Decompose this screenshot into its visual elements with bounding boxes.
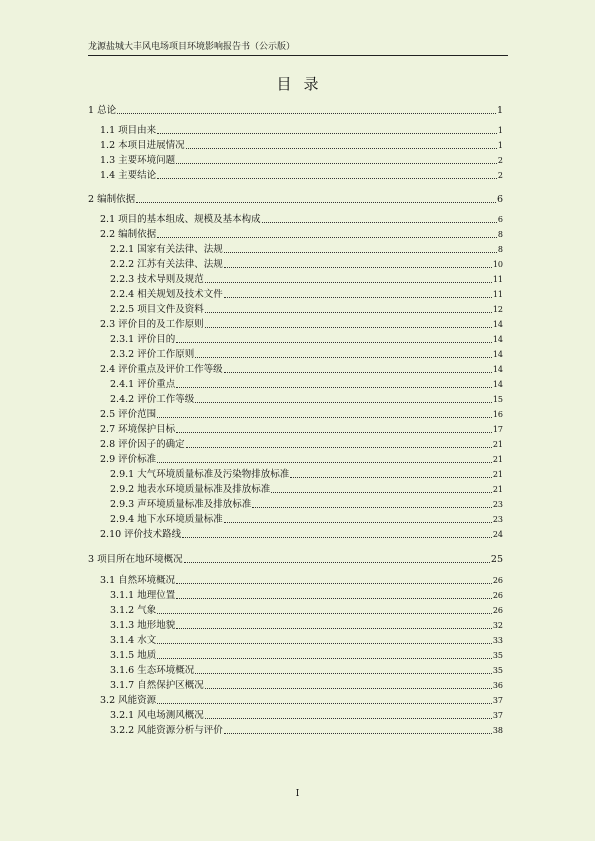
toc-leader-dots bbox=[224, 296, 492, 298]
toc-entry-page: 23 bbox=[492, 515, 503, 524]
toc-entry-label: 3.1.3 地形地貌 bbox=[110, 620, 176, 631]
toc-leader-dots bbox=[176, 386, 492, 388]
toc-entry-page: 21 bbox=[492, 485, 503, 494]
toc-entry-page: 24 bbox=[492, 530, 503, 539]
toc-entry-label: 2.2.5 项目文件及资料 bbox=[110, 304, 204, 315]
toc-entry-page: 11 bbox=[492, 275, 503, 284]
toc-leader-dots bbox=[205, 281, 492, 283]
toc-entry-label: 3.1.7 自然保护区概况 bbox=[110, 680, 204, 691]
toc-entry-label: 2.7 环境保护目标 bbox=[100, 424, 176, 435]
toc-entry[interactable] bbox=[88, 272, 503, 287]
toc-entry-label: 2.4 评价重点及评价工作等级 bbox=[100, 364, 223, 375]
toc-leader-dots bbox=[271, 491, 492, 493]
toc-leader-dots bbox=[176, 162, 497, 164]
toc-entry[interactable] bbox=[88, 407, 503, 422]
toc-leader-dots bbox=[224, 521, 492, 523]
toc-entry-page: 1 bbox=[497, 126, 503, 135]
toc-entry-label: 2.3.1 评价目的 bbox=[110, 334, 176, 345]
toc-entry[interactable] bbox=[88, 618, 503, 633]
toc-entry[interactable] bbox=[88, 512, 503, 527]
toc-entry-label: 3.2.1 风电场测风概况 bbox=[110, 710, 204, 721]
toc-leader-dots bbox=[290, 476, 492, 478]
page-title: 目录 bbox=[276, 75, 331, 93]
toc-entry-label: 2.4.2 评价工作等级 bbox=[110, 394, 195, 405]
toc-leader-dots bbox=[252, 506, 492, 508]
toc-entry-page: 11 bbox=[492, 290, 503, 299]
toc-leader-dots bbox=[205, 687, 492, 689]
toc-entry-page: 37 bbox=[492, 696, 503, 705]
toc-leader-dots bbox=[182, 536, 492, 538]
toc-entry[interactable] bbox=[88, 392, 503, 407]
toc-entry[interactable] bbox=[88, 708, 503, 723]
toc-leader-dots bbox=[176, 582, 492, 584]
toc-leader-dots bbox=[205, 326, 492, 328]
toc-entry-label: 2.9 评价标准 bbox=[100, 454, 157, 465]
toc-leader-dots bbox=[176, 597, 492, 599]
toc-entry-page: 14 bbox=[492, 335, 503, 344]
toc-entry-label: 3.2.2 风能资源分析与评价 bbox=[110, 725, 223, 736]
toc-entry[interactable] bbox=[88, 552, 503, 567]
toc-entry[interactable] bbox=[88, 302, 503, 317]
toc-entry-label: 2.2.2 江苏有关法律、法规 bbox=[110, 259, 223, 270]
toc-entry-label: 1 总论 bbox=[88, 105, 117, 116]
toc-entry-page: 38 bbox=[492, 726, 503, 735]
toc-entry[interactable] bbox=[88, 317, 503, 332]
toc-entry[interactable] bbox=[88, 192, 503, 207]
toc-leader-dots bbox=[157, 702, 492, 704]
toc-leader-dots bbox=[195, 401, 492, 403]
toc-entry-label: 2.8 评价因子的确定 bbox=[100, 439, 185, 450]
toc-entry[interactable] bbox=[88, 332, 503, 347]
toc-entry-label: 3 项目所在地环境概况 bbox=[88, 554, 183, 565]
toc-entry-label: 3.1.1 地理位置 bbox=[110, 590, 176, 601]
toc-entry-label: 3.1.6 生态环境概况 bbox=[110, 665, 195, 676]
toc-entry-page: 14 bbox=[492, 320, 503, 329]
toc-entry-label: 1.1 项目由来 bbox=[100, 125, 157, 136]
toc-entry-page: 2 bbox=[497, 171, 503, 180]
toc-leader-dots bbox=[157, 642, 492, 644]
toc-leader-dots bbox=[176, 627, 492, 629]
toc-entry-page: 23 bbox=[492, 500, 503, 509]
toc-entry[interactable] bbox=[88, 138, 503, 153]
toc-entry-label: 2.2 编制依据 bbox=[100, 229, 157, 240]
toc-entry[interactable] bbox=[88, 497, 503, 512]
toc-entry-label: 2.9.1 大气环境质量标准及污染物排放标准 bbox=[110, 469, 290, 480]
toc-leader-dots bbox=[184, 561, 490, 563]
toc-entry-label: 2.9.2 地表水环境质量标准及排放标准 bbox=[110, 484, 271, 495]
toc-leader-dots bbox=[176, 431, 492, 433]
toc-entry[interactable] bbox=[88, 633, 503, 648]
toc-entry-page: 15 bbox=[492, 395, 503, 404]
toc-entry-label: 2.5 评价范围 bbox=[100, 409, 157, 420]
toc-leader-dots bbox=[157, 132, 497, 134]
toc-entry-page: 25 bbox=[490, 554, 503, 565]
toc-leader-dots bbox=[224, 732, 492, 734]
toc-entry-label: 2.10 评价技术路线 bbox=[100, 529, 182, 540]
toc-entry-page: 36 bbox=[492, 681, 503, 690]
toc-entry-label: 3.1.5 地质 bbox=[110, 650, 157, 661]
toc-entry-page: 35 bbox=[492, 666, 503, 675]
toc-leader-dots bbox=[157, 657, 492, 659]
toc-entry-label: 2.9.3 声环境质量标准及排放标准 bbox=[110, 499, 252, 510]
toc-entry-label: 2.2.4 相关规划及技术文件 bbox=[110, 289, 223, 300]
toc-entry-label: 1.4 主要结论 bbox=[100, 170, 157, 181]
page-number: I bbox=[295, 789, 300, 799]
toc-entry-label: 3.1.4 水文 bbox=[110, 635, 157, 646]
toc-leader-dots bbox=[186, 147, 497, 149]
toc-entry[interactable] bbox=[88, 287, 503, 302]
toc-entry-page: 12 bbox=[492, 305, 503, 314]
toc-entry[interactable] bbox=[88, 693, 503, 708]
toc-leader-dots bbox=[157, 416, 492, 418]
toc-entry-label: 3.1 自然环境概况 bbox=[100, 575, 176, 586]
toc-entry-page: 14 bbox=[492, 350, 503, 359]
toc-entry[interactable] bbox=[88, 347, 503, 362]
toc-entry-label: 2.2.3 技术导则及规范 bbox=[110, 274, 204, 285]
toc-entry[interactable] bbox=[88, 648, 503, 663]
toc-entry[interactable] bbox=[88, 362, 503, 377]
toc-entry-page: 8 bbox=[497, 230, 503, 239]
toc-entry-page: 6 bbox=[496, 194, 503, 205]
toc-entry-page: 14 bbox=[492, 365, 503, 374]
toc-leader-dots bbox=[195, 672, 492, 674]
toc-entry-page: 26 bbox=[492, 591, 503, 600]
header-rule bbox=[88, 55, 508, 56]
toc-entry-page: 16 bbox=[492, 410, 503, 419]
toc-entry-label: 3.1.2 气象 bbox=[110, 605, 157, 616]
toc-entry-page: 17 bbox=[492, 425, 503, 434]
toc-entry[interactable] bbox=[88, 242, 503, 257]
toc-leader-dots bbox=[262, 221, 497, 223]
toc-entry-label: 1.3 主要环境问题 bbox=[100, 155, 176, 166]
toc-entry-label: 2.9.4 地下水环境质量标准 bbox=[110, 514, 223, 525]
toc-entry[interactable] bbox=[88, 467, 503, 482]
toc-entry[interactable] bbox=[88, 723, 503, 738]
toc-entry-page: 26 bbox=[492, 606, 503, 615]
toc-leader-dots bbox=[224, 266, 492, 268]
toc-entry-page: 33 bbox=[492, 636, 503, 645]
toc-entry-page: 26 bbox=[492, 576, 503, 585]
toc-entry[interactable] bbox=[88, 573, 503, 588]
toc-entry-page: 37 bbox=[492, 711, 503, 720]
toc-entry[interactable] bbox=[88, 603, 503, 618]
toc-entry-label: 2.1 项目的基本组成、规模及基本构成 bbox=[100, 214, 261, 225]
toc-entry[interactable] bbox=[88, 678, 503, 693]
toc-entry[interactable] bbox=[88, 123, 503, 138]
toc-entry[interactable] bbox=[88, 103, 503, 118]
toc-entry-page: 21 bbox=[492, 470, 503, 479]
toc-entry-page: 1 bbox=[497, 141, 503, 150]
toc-entry[interactable] bbox=[88, 377, 503, 392]
toc-leader-dots bbox=[176, 341, 492, 343]
toc-entry[interactable] bbox=[88, 452, 503, 467]
toc-entry-page: 10 bbox=[492, 260, 503, 269]
running-header: 龙源盐城大丰风电场项目环境影响报告书（公示版） bbox=[88, 42, 296, 52]
toc-leader-dots bbox=[117, 112, 496, 114]
toc-leader-dots bbox=[205, 311, 492, 313]
toc-leader-dots bbox=[224, 371, 492, 373]
toc-entry-label: 2.2.1 国家有关法律、法规 bbox=[110, 244, 223, 255]
toc-entry-page: 1 bbox=[496, 105, 503, 116]
toc-leader-dots bbox=[136, 201, 496, 203]
toc-entry-label: 3.2 风能资源 bbox=[100, 695, 157, 706]
toc-entry[interactable] bbox=[88, 153, 503, 168]
toc-leader-dots bbox=[157, 612, 492, 614]
toc-leader-dots bbox=[157, 177, 497, 179]
toc-entry-page: 21 bbox=[492, 440, 503, 449]
toc-entry-label: 1.2 本项目进展情况 bbox=[100, 140, 185, 151]
toc-entry[interactable] bbox=[88, 212, 503, 227]
toc-entry[interactable] bbox=[88, 663, 503, 678]
toc-entry-page: 32 bbox=[492, 621, 503, 630]
toc-leader-dots bbox=[186, 446, 492, 448]
toc-entry-label: 2.3 评价目的及工作原则 bbox=[100, 319, 204, 330]
toc-entry[interactable] bbox=[88, 482, 503, 497]
toc-entry-label: 2 编制依据 bbox=[88, 194, 136, 205]
toc-entry[interactable] bbox=[88, 527, 503, 542]
toc-entry-page: 2 bbox=[497, 156, 503, 165]
toc-entry[interactable] bbox=[88, 588, 503, 603]
toc-entry[interactable] bbox=[88, 168, 503, 183]
toc-leader-dots bbox=[195, 356, 492, 358]
toc-entry[interactable] bbox=[88, 422, 503, 437]
toc-entry-page: 8 bbox=[497, 245, 503, 254]
toc-entry[interactable] bbox=[88, 227, 503, 242]
toc-entry-page: 14 bbox=[492, 380, 503, 389]
toc-entry-label: 2.4.1 评价重点 bbox=[110, 379, 176, 390]
toc-leader-dots bbox=[157, 461, 492, 463]
toc-leader-dots bbox=[157, 236, 497, 238]
toc-entry[interactable] bbox=[88, 437, 503, 452]
toc-leader-dots bbox=[205, 717, 492, 719]
toc-leader-dots bbox=[224, 251, 497, 253]
toc-entry-label: 2.3.2 评价工作原则 bbox=[110, 349, 195, 360]
toc-entry-page: 6 bbox=[497, 215, 503, 224]
toc-entry-page: 35 bbox=[492, 651, 503, 660]
toc-entry[interactable] bbox=[88, 257, 503, 272]
toc-entry-page: 21 bbox=[492, 455, 503, 464]
